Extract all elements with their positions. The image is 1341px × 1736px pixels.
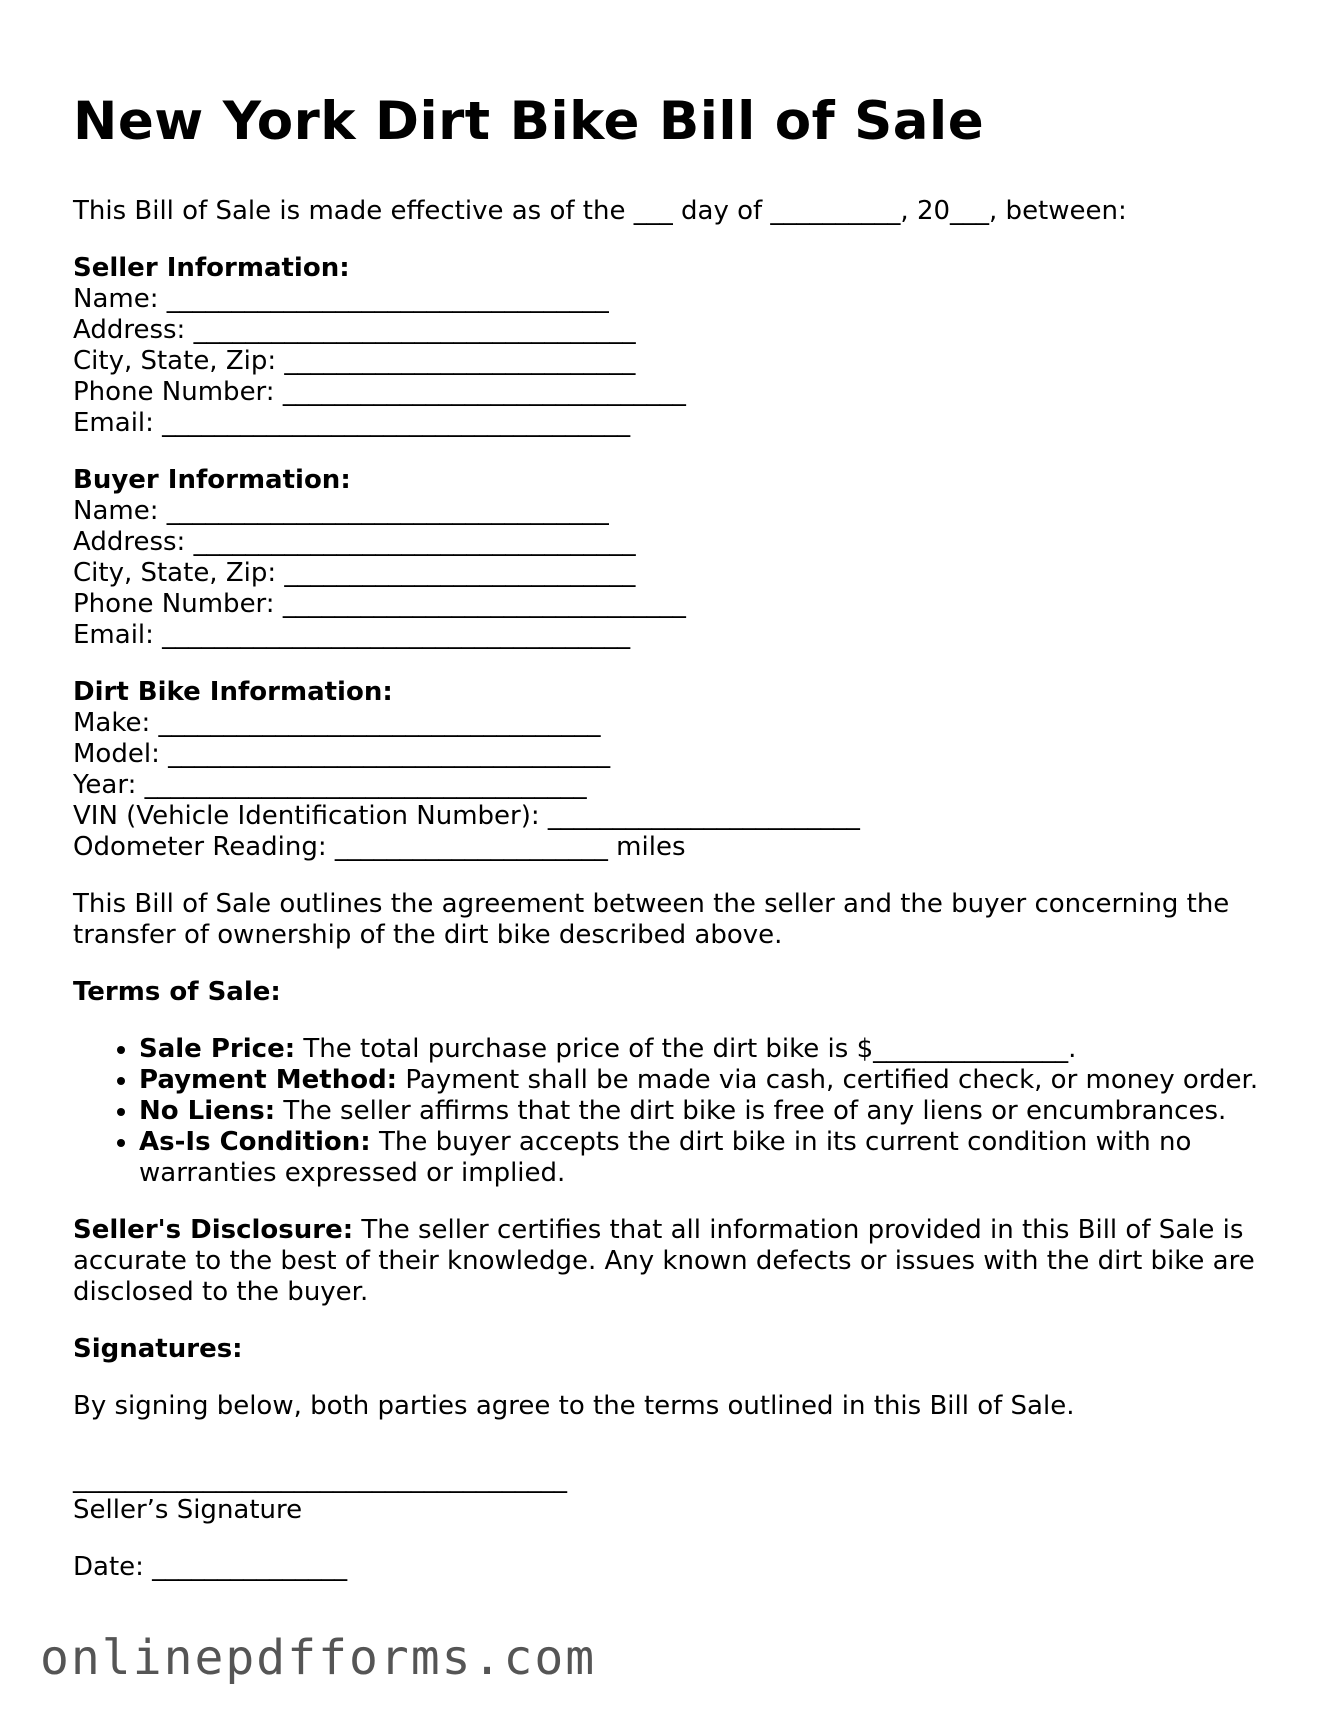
seller-name-field[interactable]: Name: __________________________________ — [73, 283, 609, 314]
signatures-heading: Signatures: — [73, 1333, 243, 1364]
buyer-phone-field[interactable]: Phone Number: _______________________________ — [73, 588, 686, 619]
term-text: The buyer accepts the dirt bike in its current condition with no warranties expressed or implied. — [139, 1126, 1192, 1188]
document-page — [73, 90, 1273, 1583]
buyer-information-heading: Buyer Information: — [73, 464, 351, 495]
seller-city-state-zip-field[interactable]: City, State, Zip: ___________________________ — [73, 345, 636, 376]
buyer-email-field[interactable]: Email: ____________________________________ — [73, 619, 631, 650]
seller-disclosure-paragraph — [73, 1215, 1273, 1308]
dirt-bike-information-section — [73, 677, 1273, 863]
term-as-is-condition — [139, 1127, 1273, 1189]
term-label: Sale Price: — [139, 1033, 296, 1064]
seller-email-field[interactable]: Email: ____________________________________ — [73, 407, 631, 438]
terms-list — [73, 1034, 1273, 1189]
seller-address-field[interactable]: Address: __________________________________ — [73, 314, 636, 345]
intro-paragraph: This Bill of Sale is made effective as of the ___ day of __________, 20___, between: — [73, 195, 1127, 226]
terms-of-sale-heading: Terms of Sale: — [73, 976, 281, 1007]
term-label: Payment Method: — [139, 1064, 398, 1095]
disclosure-label: Seller's Disclosure: — [73, 1214, 354, 1245]
term-label: No Liens: — [139, 1095, 276, 1126]
document-title: New York Dirt Bike Bill of Sale — [73, 91, 985, 152]
term-text: The total purchase price of the dirt bike is $_______________. — [295, 1033, 1077, 1064]
signature-date-field[interactable]: Date: _______________ — [73, 1551, 348, 1582]
term-sale-price — [139, 1034, 1273, 1065]
seller-information-heading: Seller Information: — [73, 252, 350, 283]
seller-information-section — [73, 253, 1273, 439]
buyer-name-field[interactable]: Name: __________________________________ — [73, 495, 609, 526]
term-text: Payment shall be made via cash, certified check, or money order. — [397, 1064, 1259, 1095]
seller-signature-line[interactable]: ______________________________________ — [73, 1463, 567, 1494]
bike-year-field[interactable]: Year: __________________________________ — [73, 769, 587, 800]
bike-make-field[interactable]: Make: __________________________________ — [73, 707, 601, 738]
buyer-address-field[interactable]: Address: __________________________________ — [73, 526, 636, 557]
watermark-text: onlinepdfforms.com — [40, 1630, 597, 1686]
term-text: The seller affirms that the dirt bike is free of any liens or encumbrances. — [275, 1095, 1227, 1126]
bike-vin-field[interactable]: VIN (Vehicle Identification Number): ________________________ — [73, 800, 860, 831]
bike-model-field[interactable]: Model: __________________________________ — [73, 738, 611, 769]
dirt-bike-information-heading: Dirt Bike Information: — [73, 676, 393, 707]
term-payment-method — [139, 1065, 1273, 1096]
seller-phone-field[interactable]: Phone Number: _______________________________ — [73, 376, 686, 407]
signatures-statement: By signing below, both parties agree to the terms outlined in this Bill of Sale. — [73, 1390, 1075, 1421]
outline-paragraph: This Bill of Sale outlines the agreement between the seller and the buyer concerning the transfer of ownership of the dirt bike described above. — [73, 888, 1230, 950]
term-label: As-Is Condition: — [139, 1126, 371, 1157]
buyer-city-state-zip-field[interactable]: City, State, Zip: ___________________________ — [73, 557, 636, 588]
buyer-information-section — [73, 465, 1273, 651]
disclosure-text: The seller certifies that all information provided in this Bill of Sale is accurate to the best of their knowledge. Any known defects or issues with the dirt bike are disclosed to the buyer. — [73, 1214, 1255, 1307]
bike-odometer-field[interactable]: Odometer Reading: _____________________ miles — [73, 831, 686, 862]
seller-signature-label: Seller’s Signature — [73, 1494, 303, 1525]
term-no-liens — [139, 1096, 1273, 1127]
